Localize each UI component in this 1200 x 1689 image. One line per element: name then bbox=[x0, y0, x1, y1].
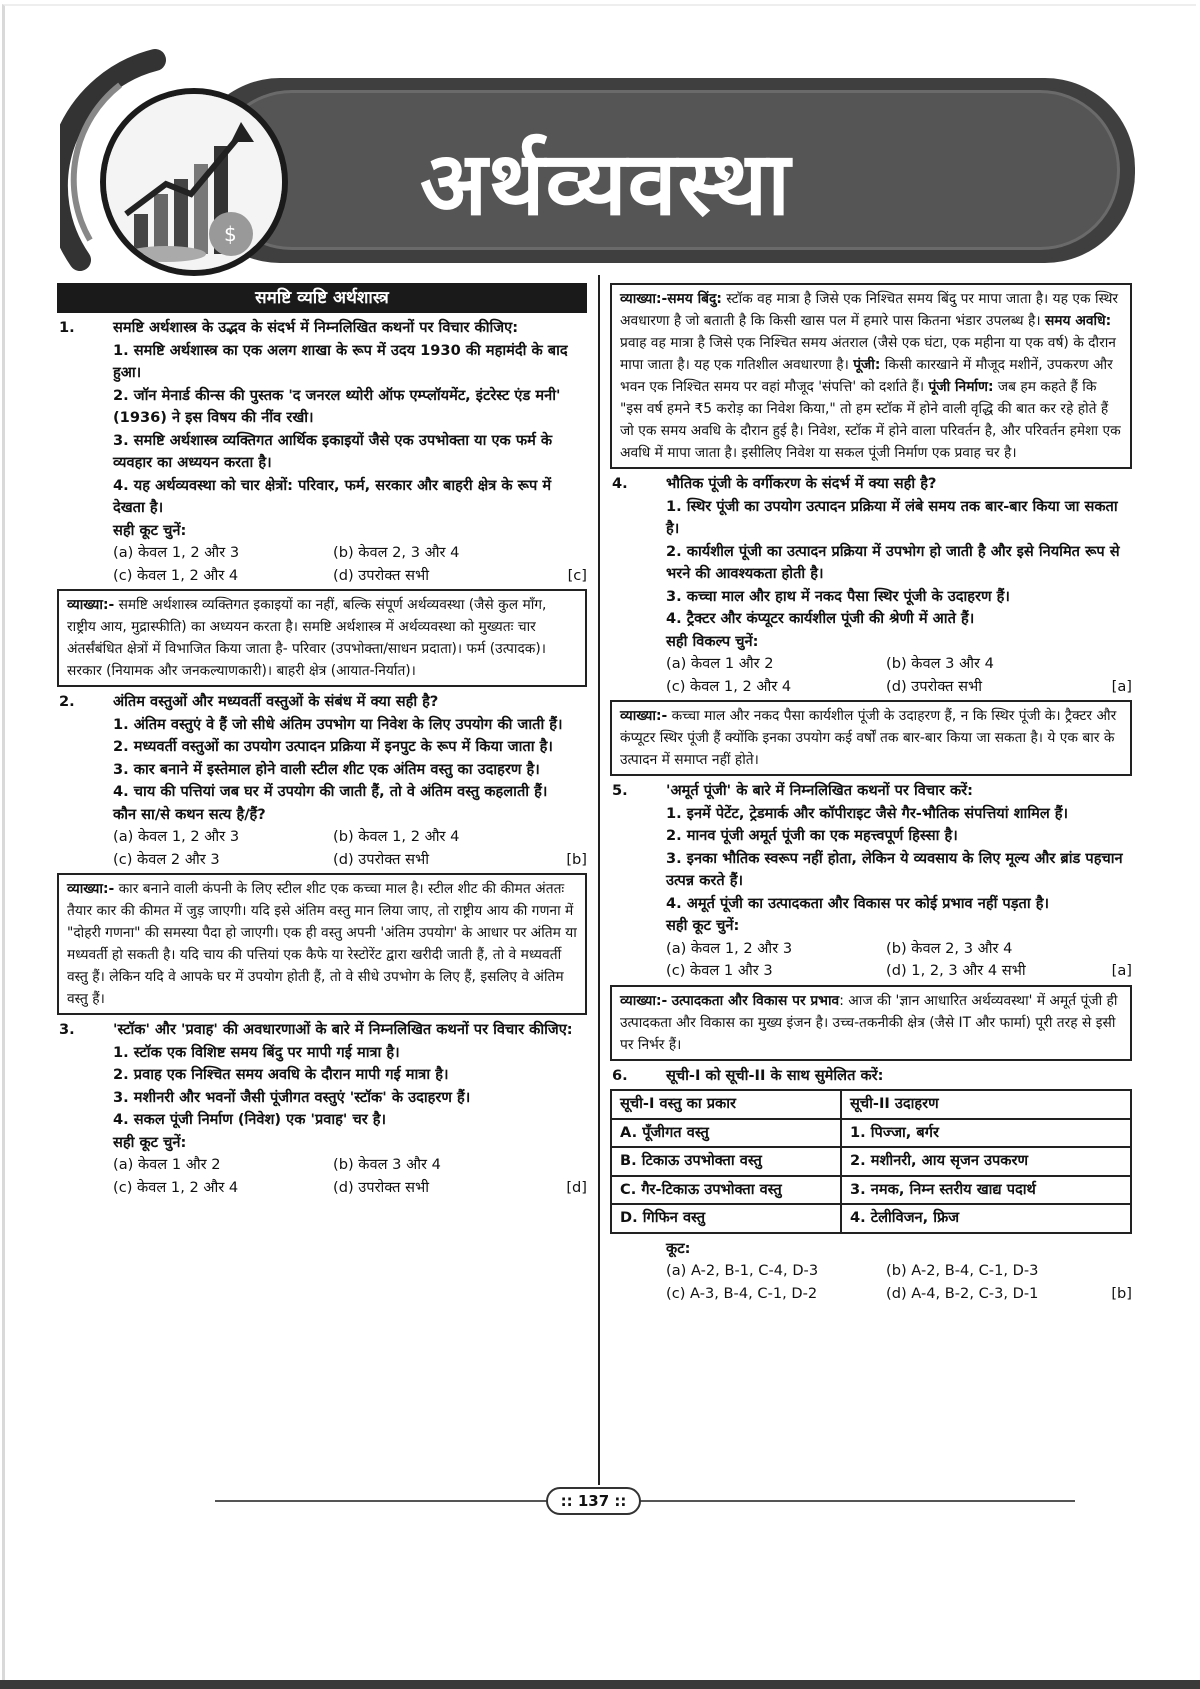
options bbox=[666, 938, 1132, 983]
section-heading: समष्टि व्यष्टि अर्थशास्त्र bbox=[57, 283, 587, 313]
explanation-text: स्टॉक वह मात्रा है जिसे एक निश्चित समय बिंदु पर मापा जाता है। यह एक स्थिर अवधारणा है जो बताती है कि किसी खास पल में हमारे पास कितना भंडार उपलब्ध है। bbox=[620, 291, 1119, 329]
bottom-strip bbox=[0, 1680, 1200, 1689]
question-number: 1. bbox=[59, 319, 75, 336]
option-d[interactable]: (d) उपरोक्त सभी bbox=[886, 677, 983, 695]
options bbox=[113, 826, 587, 871]
statement: 4. ट्रैक्टर और कंप्यूटर कार्यशील पूंजी की श्रेणी में आते हैं। bbox=[666, 610, 975, 627]
option-b[interactable]: (b) A-2, B-4, C-1, D-3 bbox=[886, 1262, 1039, 1279]
table-cell: 4. टेलीविजन, फ्रिज bbox=[841, 1204, 1131, 1233]
options bbox=[113, 1154, 587, 1199]
option-b[interactable]: (b) केवल 1, 2 और 4 bbox=[333, 828, 460, 845]
answer: [d] bbox=[566, 1178, 587, 1196]
statement: 1. स्टॉक एक विशिष्ट समय बिंदु पर मापी गई मात्रा है। bbox=[113, 1043, 400, 1061]
choose-prompt: सही कूट चुनें: bbox=[113, 521, 187, 539]
table-header-row bbox=[611, 1090, 1131, 1119]
answer: [a] bbox=[1111, 962, 1132, 979]
question-1 bbox=[57, 317, 587, 587]
statement: 1. अंतिम वस्तुएं वे हैं जो सीधे अंतिम उपभोग या निवेश के लिए उपयोग की जाती हैं। bbox=[113, 715, 563, 733]
question-6 bbox=[610, 1065, 1132, 1088]
column-divider bbox=[598, 275, 600, 1485]
option-c[interactable]: (c) केवल 1 और 3 bbox=[666, 962, 773, 979]
option-c[interactable]: (c) A-3, B-4, C-1, D-2 bbox=[666, 1284, 818, 1302]
option-a[interactable]: (a) A-2, B-1, C-4, D-3 bbox=[666, 1262, 819, 1279]
explanation-box bbox=[610, 985, 1132, 1061]
table-header: सूची-I वस्तु का प्रकार bbox=[611, 1090, 841, 1119]
answer: [b] bbox=[566, 850, 587, 868]
option-b[interactable]: (b) केवल 2, 3 और 4 bbox=[333, 544, 460, 561]
table-cell: D. गिफिन वस्तु bbox=[611, 1204, 841, 1233]
explanation-box bbox=[610, 283, 1132, 469]
code-label: कूट: bbox=[666, 1239, 691, 1257]
statement: 3. मशीनरी और भवनों जैसी पूंजीगत वस्तुएं 'स्टॉक' के उदाहरण हैं। bbox=[113, 1088, 471, 1106]
question-text: अंतिम वस्तुओं और मध्यवर्ती वस्तुओं के संबंध में क्या सही है? bbox=[113, 693, 439, 710]
explanation-text: समष्टि अर्थशास्त्र व्यक्तिगत इकाइयों का नहीं, बल्कि संपूर्ण अर्थव्यवस्था (जैसे कुल माँग, राष्ट्रीय आय, मुद्रास्फीति) का अध्ययन करता है। समष्टि अर्थशास्त्र में अर्थव्यवस्था को मुख्यतः चार अंतर्संबंधित क्षेत्रों में विभाजित किया जाता है- परिवार (उपभोक्ता/साधन प्रदाता)। फर्म (उत्पादक)। सरकार (नियामक और जनकल्याणकारी)। बाहरी क्षेत्र (आयात-निर्यात)। bbox=[67, 597, 547, 679]
table-cell: C. गैर-टिकाऊ उपभोक्ता वस्तु bbox=[611, 1176, 841, 1205]
table-cell: 3. नमक, निम्न स्तरीय खाद्य पदार्थ bbox=[841, 1176, 1131, 1205]
statement: 1. स्थिर पूंजी का उपयोग उत्पादन प्रक्रिया में लंबे समय तक बार-बार किया जा सकता है। bbox=[666, 497, 1118, 537]
table-cell: A. पूँजीगत वस्तु bbox=[611, 1119, 841, 1148]
choose-prompt: कौन सा/से कथन सत्य है/हैं? bbox=[113, 805, 266, 823]
option-b[interactable]: (b) केवल 3 और 4 bbox=[886, 655, 994, 672]
statement: 2. जॉन मेनार्ड कीन्स की पुस्तक 'द जनरल थ्योरी ऑफ एम्प्लॉयमेंट, इंटरेस्ट एंड मनी' (1936) ने इस विषय की नींव रखी। bbox=[113, 386, 561, 426]
question-number: 6. bbox=[612, 1066, 628, 1084]
option-d[interactable]: (d) 1, 2, 3 और 4 सभी bbox=[886, 962, 1026, 979]
match-table bbox=[610, 1089, 1132, 1234]
statement: 1. इनमें पेटेंट, ट्रेडमार्क और कॉपीराइट जैसे गैर-भौतिक संपत्तियां शामिल हैं। bbox=[666, 804, 1069, 822]
question-5 bbox=[610, 780, 1132, 983]
explanation-text: : आज की 'ज्ञान आधारित अर्थव्यवस्था' में अमूर्त पूंजी ही उत्पादकता और विकास का मुख्य इंजन है। उच्च-तकनीकी क्षेत्र (जैसे IT और फार्मा) पूरी तरह से इसी पर निर्भर हैं। bbox=[620, 992, 1118, 1053]
table-header: सूची-II उदाहरण bbox=[841, 1090, 1131, 1119]
explanation-label: व्याख्या:- bbox=[67, 597, 115, 613]
option-d[interactable]: (d) A-4, B-2, C-3, D-1 bbox=[886, 1284, 1039, 1302]
explanation-label: व्याख्या:- bbox=[620, 708, 668, 724]
question-text: समष्टि अर्थशास्त्र के उद्भव के संदर्भ में निम्नलिखित कथनों पर विचार कीजिए: bbox=[113, 319, 519, 336]
explanation-term: पूंजी निर्माण: bbox=[928, 379, 994, 395]
explanation-label: व्याख्या:- bbox=[620, 992, 668, 1009]
option-c[interactable]: (c) केवल 1, 2 और 4 bbox=[666, 677, 792, 695]
options bbox=[113, 542, 587, 587]
answer: [a] bbox=[1111, 677, 1132, 695]
svg-text:$: $ bbox=[224, 222, 237, 246]
option-b[interactable]: (b) केवल 2, 3 और 4 bbox=[886, 939, 1013, 957]
economy-logo bbox=[100, 88, 288, 276]
option-d[interactable]: (d) उपरोक्त सभी bbox=[333, 850, 430, 868]
page-title: अर्थव्यवस्था bbox=[420, 132, 792, 235]
question-number: 3. bbox=[59, 1021, 75, 1038]
option-a[interactable]: (a) केवल 1, 2 और 3 bbox=[113, 544, 240, 561]
explanation-text: जब हम कहते हैं कि "इस वर्ष हमने ₹5 करोड़ का निवेश किया," तो हम स्टॉक में होने वाली वृद्धि की बात कर रहे होते हैं जो एक समय अवधि के दौरान हुई है। निवेश, स्टॉक में होने वाला परिवर्तन है, और परिवर्तन हमेशा एक अवधि में मापा जाता है। इसीलिए निवेश या सकल पूंजी निर्माण एक प्रवाह चर है। bbox=[620, 379, 1121, 461]
option-a[interactable]: (a) केवल 1, 2 और 3 bbox=[666, 939, 793, 957]
explanation-box bbox=[610, 700, 1132, 776]
statement: 2. प्रवाह एक निश्चित समय अवधि के दौरान मापी गई मात्रा है। bbox=[113, 1066, 449, 1083]
statement: 4. यह अर्थव्यवस्था को चार क्षेत्रों: परिवार, फर्म, सरकार और बाहरी क्षेत्र के रूप में देखता है। bbox=[113, 476, 552, 516]
explanation-text: कच्चा माल और नकद पैसा कार्यशील पूंजी के उदाहरण हैं, न कि स्थिर पूंजी के। ट्रैक्टर और कंप्यूटर स्थिर पूंजी हैं क्योंकि इनका उपयोग कई वर्षों तक बार-बार किया जा सकता है। ये एक बार के उत्पादन में समाप्त नहीं होते। bbox=[620, 708, 1117, 768]
question-text: 'स्टॉक' और 'प्रवाह' की अवधारणाओं के बारे में निम्नलिखित कथनों पर विचार कीजिए: bbox=[113, 1021, 573, 1038]
statement: 3. कच्चा माल और हाथ में नकद पैसा स्थिर पूंजी के उदाहरण हैं। bbox=[666, 587, 1010, 605]
explanation-label: व्याख्या:- bbox=[67, 881, 115, 897]
table-row bbox=[611, 1176, 1131, 1205]
choose-prompt: सही विकल्प चुनें: bbox=[666, 632, 759, 650]
option-c[interactable]: (c) केवल 1, 2 और 4 bbox=[113, 566, 239, 584]
table-cell: 2. मशीनरी, आय सृजन उपकरण bbox=[841, 1147, 1131, 1176]
growth-chart-icon bbox=[106, 94, 282, 270]
option-b[interactable]: (b) केवल 3 और 4 bbox=[333, 1156, 441, 1173]
answer: [c] bbox=[567, 566, 587, 584]
answer: [b] bbox=[1111, 1284, 1132, 1302]
statement: 3. कार बनाने में इस्तेमाल होने वाली स्टील शीट एक अंतिम वस्तु का उदाहरण है। bbox=[113, 760, 540, 778]
question-text: भौतिक पूंजी के वर्गीकरण के संदर्भ में क्या सही है? bbox=[666, 475, 937, 492]
explanation-text: किसी कारखाने में मौजूद मशीनें, उपकरण और भवन एक निश्चित समय पर वहां मौजूद 'संपत्ति' को दर्शाते हैं। bbox=[620, 357, 1113, 395]
explanation-term: पूंजी: bbox=[853, 357, 881, 373]
question-3 bbox=[57, 1019, 587, 1199]
table-cell: 1. पिज्जा, बर्गर bbox=[841, 1119, 1131, 1148]
statement: 2. मानव पूंजी अमूर्त पूंजी का एक महत्त्वपूर्ण हिस्सा है। bbox=[666, 827, 958, 844]
statement: 2. कार्यशील पूंजी का उत्पादन प्रक्रिया में उपभोग हो जाती है और इसे नियमित रूप से भरने की आवश्यकता होती है। bbox=[666, 542, 1120, 582]
question-text: 'अमूर्त पूंजी' के बारे में निम्नलिखित कथनों पर विचार करें: bbox=[666, 782, 973, 799]
question-number: 2. bbox=[59, 693, 75, 710]
explanation-term: समय बिंदु: bbox=[667, 291, 722, 307]
statement: 4. अमूर्त पूंजी का उत्पादकता और विकास पर कोई प्रभाव नहीं पड़ता है। bbox=[666, 894, 1049, 912]
option-d[interactable]: (d) उपरोक्त सभी bbox=[333, 1178, 430, 1196]
explanation-text: कार बनाने वाली कंपनी के लिए स्टील शीट एक कच्चा माल है। स्टील शीट की कीमत अंततः तैयार कार की कीमत में जुड़ जाएगी। यदि इसे अंतिम वस्तु मान लिया जाए, तो राष्ट्रीय आय की गणना में "दोहरी गणना" की समस्या पैदा हो जाएगी। एक ही वस्तु अपनी 'अंतिम उपयोग' के आधार पर अंतिम या मध्यवर्ती हो सकती है। यदि चाय की पत्तियां एक कैफे या रेस्टोरेंट द्वारा खरीदी जाती हैं, तो वे मध्यवर्ती वस्तु हैं। लेकिन यदि वे आपके घर में उपयोग होती हैं, तो वे सीधे उपभोग के लिए हैं, इसलिए वे अंतिम वस्तु हैं। bbox=[67, 881, 577, 1007]
question-4 bbox=[610, 473, 1132, 698]
statement: 4. चाय की पत्तियां जब घर में उपयोग की जाती हैं, तो वे अंतिम वस्तु कहलाती हैं। bbox=[113, 783, 548, 800]
choose-prompt: सही कूट चुनें: bbox=[113, 1133, 187, 1151]
explanation-term: समय अवधि: bbox=[1044, 313, 1112, 329]
explanation-term: उत्पादकता और विकास पर प्रभाव bbox=[671, 992, 840, 1009]
statement: 2. मध्यवर्ती वस्तुओं का उपयोग उत्पादन प्रक्रिया में इनपुट के रूप में किया जाता है। bbox=[113, 738, 553, 755]
option-c[interactable]: (c) केवल 2 और 3 bbox=[113, 850, 220, 868]
explanation-box bbox=[57, 873, 587, 1015]
option-c[interactable]: (c) केवल 1, 2 और 4 bbox=[113, 1178, 239, 1196]
statement: 3. समष्टि अर्थशास्त्र व्यक्तिगत आर्थिक इकाइयों जैसे एक उपभोक्ता या एक फर्म के व्यवहार का अध्ययन करता है। bbox=[113, 431, 553, 471]
option-a[interactable]: (a) केवल 1, 2 और 3 bbox=[113, 828, 240, 845]
page-number: :: 137 :: bbox=[546, 1487, 641, 1515]
footer-rule bbox=[215, 1500, 1075, 1502]
table-row bbox=[611, 1204, 1131, 1233]
question-6-codes bbox=[610, 1238, 1132, 1306]
question-number: 4. bbox=[612, 475, 628, 492]
question-2 bbox=[57, 691, 587, 871]
question-number: 5. bbox=[612, 782, 628, 799]
explanation-label: व्याख्या:- bbox=[620, 291, 668, 307]
option-a[interactable]: (a) केवल 1 और 2 bbox=[666, 655, 774, 672]
explanation-text: प्रवाह वह मात्रा है जिसे एक निश्चित समय अंतराल (जैसे एक घंटा, एक महीना या एक वर्ष) के दौरान मापा जाता है। यह एक गतिशील अवधारणा है। bbox=[620, 335, 1116, 373]
statement: 4. सकल पूंजी निर्माण (निवेश) एक 'प्रवाह' चर है। bbox=[113, 1111, 387, 1128]
statement: 3. इनका भौतिक स्वरूप नहीं होता, लेकिन ये व्यवसाय के लिए मूल्य और ब्रांड पहचान उत्पन्न करते हैं। bbox=[666, 849, 1123, 889]
options bbox=[666, 1260, 1132, 1305]
option-a[interactable]: (a) केवल 1 और 2 bbox=[113, 1156, 221, 1173]
statement: 1. समष्टि अर्थशास्त्र का एक अलग शाखा के रूप में उदय 1930 की महामंदी के बाद हुआ। bbox=[113, 341, 568, 381]
right-column bbox=[610, 283, 1132, 1305]
table-row bbox=[611, 1147, 1131, 1176]
question-text: सूची-I को सूची-II के साथ सुमेलित करें: bbox=[666, 1066, 884, 1084]
table-row bbox=[611, 1119, 1131, 1148]
option-d[interactable]: (d) उपरोक्त सभी bbox=[333, 566, 430, 584]
table-cell: B. टिकाऊ उपभोक्ता वस्तु bbox=[611, 1147, 841, 1176]
left-column bbox=[57, 283, 587, 1199]
choose-prompt: सही कूट चुनें: bbox=[666, 917, 740, 934]
explanation-box bbox=[57, 589, 587, 687]
options bbox=[666, 653, 1132, 698]
